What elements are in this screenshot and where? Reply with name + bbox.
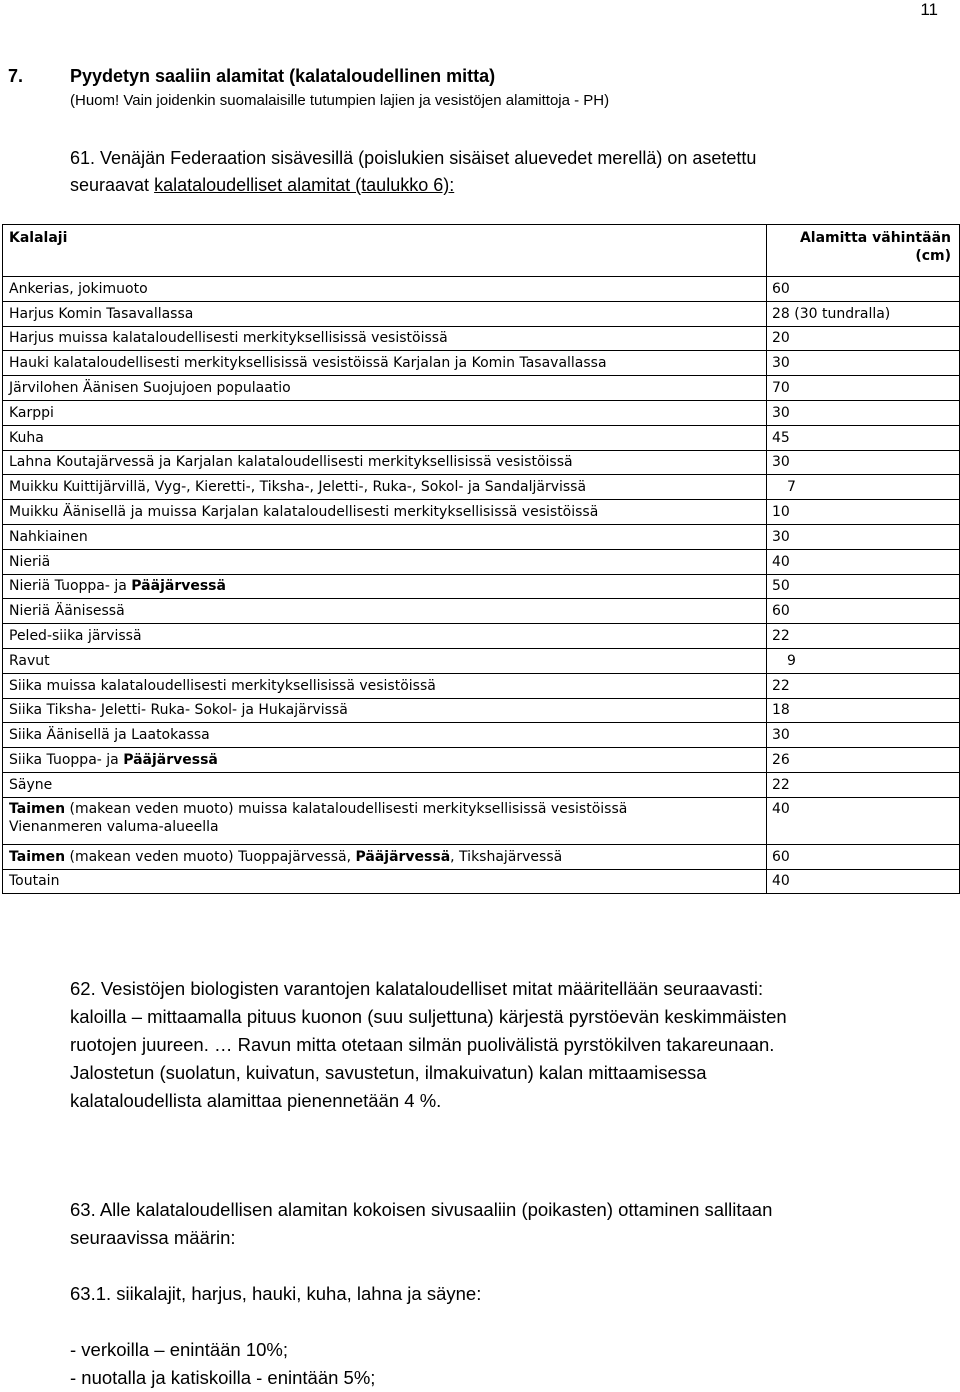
paragraph-62-line1: 62. Vesistöjen biologisten varantojen kalataloudelliset mitat määritellään seuraavasti: — [70, 978, 764, 999]
minimum-size-cell: 22 — [767, 624, 960, 649]
paragraph-62-line3: ruotojen juureen. … Ravun mitta otetaan silmän puolivälistä pyrstökilven takareunaan. — [70, 1034, 775, 1055]
species-name: Kuha — [9, 429, 44, 446]
species-name-bold: Taimen — [9, 800, 66, 817]
minimum-size-cell: 10 — [767, 500, 960, 525]
header-size-line1: Alamitta vähintään — [799, 230, 951, 246]
species-name: Järvilohen Äänisen Suojujoen populaatio — [9, 380, 291, 397]
table-reference: kalataloudelliset alamitat (taulukko 6): — [154, 175, 455, 195]
species-cell — [3, 549, 767, 574]
species-cell — [3, 400, 767, 425]
minimum-size-cell: 40 — [767, 549, 960, 574]
species-cell — [3, 326, 767, 351]
table-row — [3, 698, 960, 723]
minimum-size-cell: 70 — [767, 376, 960, 401]
species-cell — [3, 772, 767, 797]
species-name: Säyne — [9, 776, 53, 793]
species-name: (makean veden muoto) muissa kalataloudellisesti merkityksellisissä vesistöissä — [65, 800, 628, 817]
species-name: Nieriä — [9, 553, 51, 570]
species-name: , Tikshajärvessä — [450, 848, 563, 865]
species-cell — [3, 869, 767, 894]
paragraph-63-1: 63.1. siikalajit, harjus, hauki, kuha, lahna ja säyne: — [70, 1283, 482, 1304]
minimum-size-cell: 18 — [767, 698, 960, 723]
species-cell — [3, 844, 767, 869]
species-name: Harjus muissa kalataloudellisesti merkityksellisissä vesistöissä — [9, 330, 448, 347]
header-minimum-size — [767, 225, 960, 277]
minimum-size-cell: 40 — [767, 869, 960, 894]
species-name: Ankerias, jokimuoto — [9, 280, 148, 297]
size-limit-table — [2, 224, 960, 894]
minimum-size-cell: 60 — [767, 599, 960, 624]
species-name-bold: Taimen — [9, 848, 66, 865]
species-name: Muikku Äänisellä ja muissa Karjalan kalataloudellisesti merkityksellisissä vesistöissä — [9, 504, 599, 521]
species-name-line2: Vienanmeren valuma-alueella — [9, 818, 219, 835]
species-cell — [3, 748, 767, 773]
paragraph-63-line1: 63. Alle kalataloudellisen alamitan kokoisen sivusaaliin (poikasten) ottaminen sallitaan — [70, 1199, 773, 1220]
header-size-line2: (cm) — [915, 248, 951, 264]
species-cell — [3, 376, 767, 401]
table-row — [3, 475, 960, 500]
species-cell — [3, 351, 767, 376]
table-row — [3, 351, 960, 376]
paragraph-61-line2 — [70, 172, 930, 199]
species-cell — [3, 524, 767, 549]
table-row — [3, 748, 960, 773]
paragraph-62-line2: kaloilla – mittaamalla pituus kuonon (suu suljettuna) kärjestä pyrstöevän keskimmäisten — [70, 1006, 787, 1027]
minimum-size-cell: 20 — [767, 326, 960, 351]
table-row — [3, 450, 960, 475]
species-name: Toutain — [9, 873, 60, 890]
table-row — [3, 648, 960, 673]
bullet-item: - verkoilla – enintään 10%; — [70, 1339, 289, 1360]
table-row — [3, 673, 960, 698]
species-cell — [3, 450, 767, 475]
minimum-size-cell: 30 — [767, 524, 960, 549]
table-row — [3, 301, 960, 326]
species-cell — [3, 574, 767, 599]
table-row — [3, 326, 960, 351]
minimum-size-cell: 45 — [767, 425, 960, 450]
paragraph-61-text: seuraavat — [70, 175, 155, 195]
species-name: Harjus Komin Tasavallassa — [9, 305, 194, 322]
species-name: Karppi — [9, 404, 54, 421]
section-title: Pyydetyn saaliin alamitat (kalataloudellinen mitta) — [70, 66, 496, 86]
table-header-row — [3, 225, 960, 277]
species-name: (makean veden muoto) Tuoppajärvessä, — [65, 848, 356, 865]
species-cell — [3, 425, 767, 450]
species-cell — [3, 797, 767, 844]
species-cell — [3, 475, 767, 500]
species-name-bold: Pääjärvessä — [131, 578, 226, 595]
table-row — [3, 869, 960, 894]
species-cell — [3, 599, 767, 624]
species-cell — [3, 723, 767, 748]
minimum-size-cell: 40 — [767, 797, 960, 844]
species-name: Hauki kalataloudellisesti merkityksellisissä vesistöissä Karjalan ja Komin Tasavallassa — [9, 355, 607, 372]
paragraph-61-line1: 61. Venäjän Federaation sisävesillä (poislukien sisäiset aluevedet merellä) on asetettu — [70, 148, 757, 168]
species-cell — [3, 277, 767, 302]
species-cell — [3, 301, 767, 326]
table-row — [3, 772, 960, 797]
species-name: Ravut — [9, 652, 50, 669]
minimum-size-cell: 22 — [767, 673, 960, 698]
minimum-size-cell: 7 — [767, 475, 960, 500]
table-row — [3, 549, 960, 574]
species-name: Nieriä Tuoppa- ja — [9, 578, 132, 595]
species-name: Peled-siika järvissä — [9, 628, 142, 645]
paragraph-63 — [70, 1196, 950, 1252]
species-name: Siika Äänisellä ja Laatokassa — [9, 727, 210, 744]
minimum-size-cell: 30 — [767, 351, 960, 376]
table-row — [3, 277, 960, 302]
minimum-size-cell: 60 — [767, 277, 960, 302]
table-row — [3, 723, 960, 748]
minimum-size-cell: 30 — [767, 400, 960, 425]
minimum-size-cell: 60 — [767, 844, 960, 869]
species-name: Muikku Kuittijärvillä, Vyg-, Kieretti-, Tiksha-, Jeletti-, Ruka-, Sokol- ja Sandaljärvissä — [9, 479, 587, 496]
table-row — [3, 500, 960, 525]
table-row — [3, 425, 960, 450]
paragraph-62-line4: Jalostetun (suolatun, kuivatun, savustetun, ilmakuivatun) kalan mittaamisessa — [70, 1062, 707, 1083]
species-name: Siika Tuoppa- ja — [9, 752, 124, 769]
section-heading — [8, 66, 495, 87]
section-number: 7. — [8, 66, 24, 86]
table-row — [3, 624, 960, 649]
species-name: Nahkiainen — [9, 528, 88, 545]
table-row — [3, 599, 960, 624]
minimum-size-cell: 50 — [767, 574, 960, 599]
species-name: Nieriä Äänisessä — [9, 603, 125, 620]
paragraph-63-line2: seuraavissa määrin: — [70, 1227, 236, 1248]
species-name: Lahna Koutajärvessä ja Karjalan kalataloudellisesti merkityksellisissä vesistöissä — [9, 454, 573, 471]
species-name: Siika muissa kalataloudellisesti merkityksellisissä vesistöissä — [9, 677, 436, 694]
species-cell — [3, 500, 767, 525]
minimum-size-cell: 26 — [767, 748, 960, 773]
table-row — [3, 574, 960, 599]
table-row — [3, 524, 960, 549]
table-row — [3, 844, 960, 869]
paragraph-62 — [70, 975, 950, 1115]
minimum-size-cell: 30 — [767, 450, 960, 475]
species-cell — [3, 648, 767, 673]
paragraph-62-line5: kalataloudellista alamittaa pienennetään 4 %. — [70, 1090, 442, 1111]
minimum-size-cell: 28 (30 tundralla) — [767, 301, 960, 326]
species-cell — [3, 698, 767, 723]
table-row — [3, 797, 960, 844]
species-name-bold: Pääjärvessä — [123, 752, 218, 769]
species-name: Siika Tiksha- Jeletti- Ruka- Sokol- ja Hukajärvissä — [9, 702, 348, 719]
table-row — [3, 376, 960, 401]
bullet-item: - nuotalla ja katiskoilla - enintään 5%; — [70, 1367, 376, 1388]
header-species: Kalalaji — [3, 225, 767, 277]
minimum-size-cell: 9 — [767, 648, 960, 673]
section-note: (Huom! Vain joidenkin suomalaisille tutumpien lajien ja vesistöjen alamittoja - PH) — [70, 92, 610, 109]
species-cell — [3, 673, 767, 698]
species-cell — [3, 624, 767, 649]
table-row — [3, 400, 960, 425]
minimum-size-cell: 30 — [767, 723, 960, 748]
paragraph-61 — [70, 145, 930, 199]
species-name-bold: Pääjärvessä — [355, 848, 451, 865]
minimum-size-cell: 22 — [767, 772, 960, 797]
page-number: 11 — [920, 0, 938, 19]
